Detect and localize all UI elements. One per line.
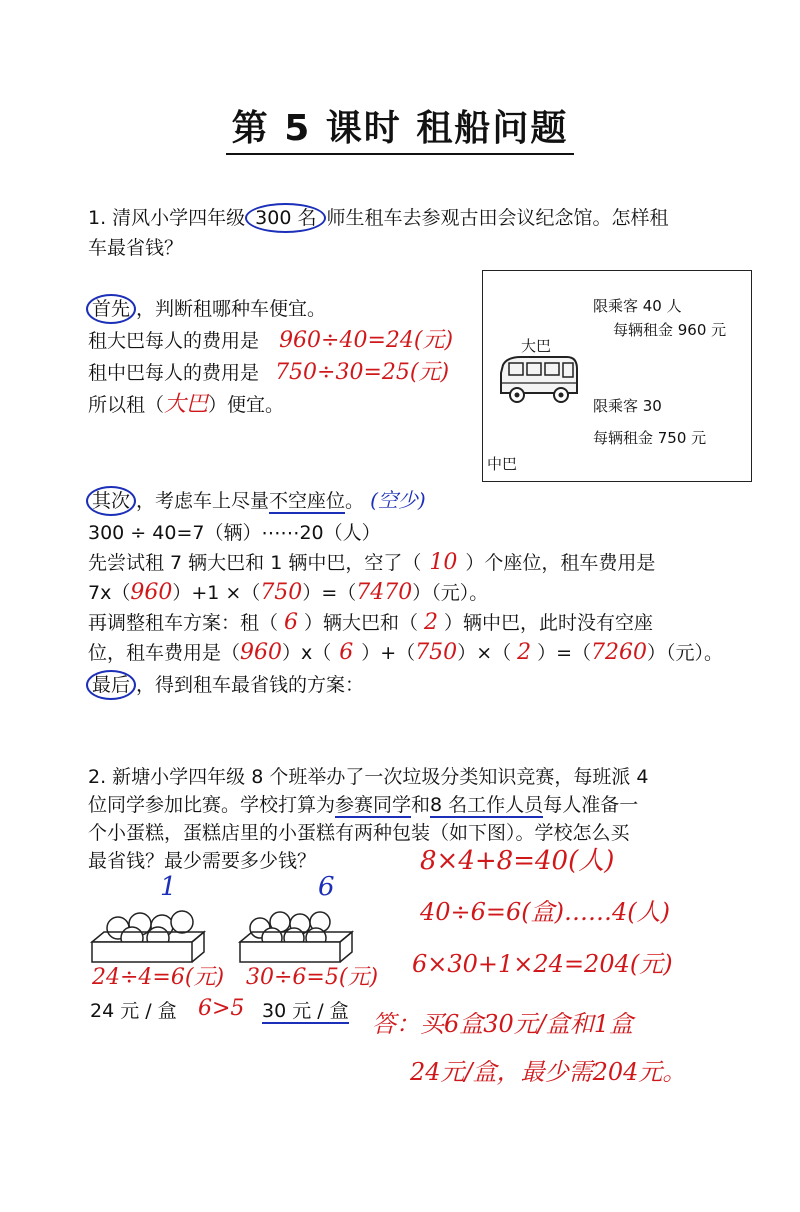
answer-line1: 答：买6盒30元/盒和1盒	[372, 1010, 634, 1038]
step2-label: 其次	[86, 486, 136, 516]
q1-adjust: 再调整租车方案：租（ 6 ）辆大巴和（ 2 ）辆中巴，此时没有空座	[88, 610, 654, 635]
answer-line2: 24元/盒，最少需204元。	[410, 1058, 687, 1086]
big-bus-answer: 960÷40=24(元)	[279, 328, 454, 353]
q1-cheaper: 所以租（大巴）便宜。	[88, 392, 285, 417]
q2-line3: 个小蛋糕，蛋糕店里的小蛋糕有两种包装（如下图）。学校怎么买	[88, 822, 630, 844]
price-compare: 6>5	[198, 996, 245, 1021]
mid-bus-capacity: 限乘客 30	[593, 397, 662, 415]
work-step3: 6×30+1×24=204(元)	[412, 950, 673, 978]
try-answer: 10	[429, 550, 458, 575]
big-bus-label: 大巴	[521, 337, 552, 355]
cheaper-answer: 大巴	[164, 392, 209, 417]
q1-step3: 最后 ，得到租车最省钱的方案：	[86, 670, 364, 700]
big-bus-rent: 每辆租金 960 元	[613, 321, 727, 339]
q1-division: 300 ÷ 40=7（辆）⋯⋯20（人）	[88, 522, 381, 544]
q1-big-bus-cost: 租大巴每人的费用是 960÷40=24(元)	[88, 328, 454, 353]
step2-underlined: 不空座位	[269, 490, 346, 512]
q1-highlight: 300 名	[245, 203, 326, 233]
step2-note: (空少)	[370, 488, 426, 512]
q2-line4: 最省钱？最少需要多少钱？	[88, 850, 317, 872]
q1-try: 先尝试租 7 辆大巴和 1 辆中巴，空了（ 10 ）个座位，租车费用是	[88, 550, 656, 575]
work-step1: 8×4+8=40(人)	[420, 846, 615, 876]
mid-bus-label: 中巴	[487, 455, 518, 473]
mid-bus-rent: 每辆租金 750 元	[593, 429, 707, 447]
q1-mid-bus-cost: 租中巴每人的费用是 750÷30=25(元)	[88, 360, 450, 385]
q1-step1: 首先 ，判断租哪种车便宜。	[86, 294, 326, 324]
step1-label: 首先	[86, 294, 136, 324]
bus-info-box	[482, 270, 752, 482]
box1-price: 24 元 / 盒	[90, 1000, 177, 1022]
q1-cost: 位，租车费用是（960）x（ 6 ）+（750）×（ 2 ）=（7260）（元）。	[88, 640, 724, 665]
q2-line1: 2. 新塘小学四年级 8 个班举办了一次垃圾分类知识竞赛，每班派 4	[88, 766, 649, 788]
q1-step2: 其次 ，考虑车上尽量不空座位。 (空少)	[86, 485, 426, 516]
big-bus-capacity: 限乘客 40 人	[593, 297, 682, 315]
box1-count: 1	[160, 872, 177, 902]
q2-line2: 位同学参加比赛。学校打算为参赛同学和8 名工作人员每人准备一	[88, 794, 639, 816]
work-step2: 40÷6=6(盒)……4(人)	[420, 898, 671, 926]
step3-label: 最后	[86, 670, 136, 700]
q1-line1: 1. 清风小学四年级 300 名 师生租车去参观古田会议纪念馆。怎样租	[88, 203, 669, 233]
page-title: 第 5 课时 租船问题	[0, 100, 800, 151]
q1-line2: 车最省钱？	[88, 237, 184, 259]
q1-calc: 7x（960）+1 ×（750）=（7470）（元）。	[88, 580, 489, 605]
minibus-icon	[497, 355, 581, 407]
box2-calc: 30÷6=5(元)	[246, 965, 379, 990]
mid-bus-answer: 750÷30=25(元)	[275, 360, 450, 385]
box1-calc: 24÷4=6(元)	[92, 965, 225, 990]
box2-price: 30 元 / 盒	[262, 1000, 349, 1022]
box2-count: 6	[318, 872, 335, 902]
